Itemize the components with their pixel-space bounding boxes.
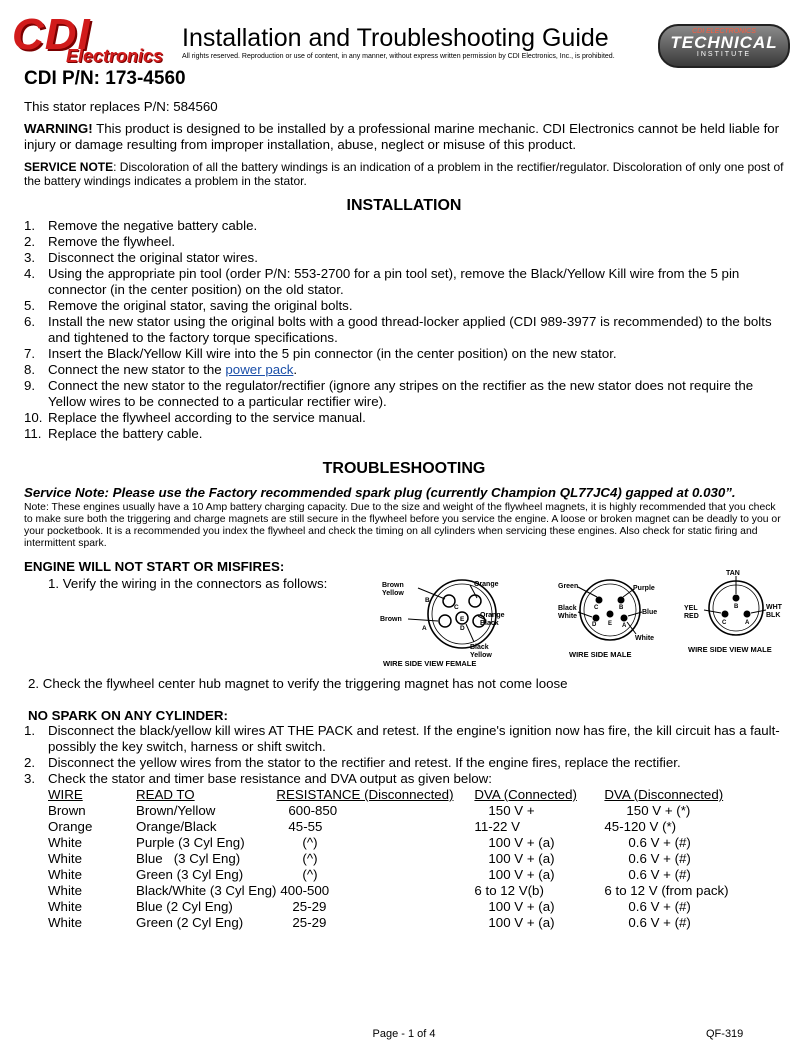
step-text: Insert the Black/Yellow Kill wire into the 5 pin connector (in the center position) on the new stator. xyxy=(48,346,617,361)
list-item xyxy=(24,362,786,378)
step-number: 2. xyxy=(24,755,36,770)
male-3pin-connector-diagram xyxy=(684,570,783,654)
male3-pin-label: A xyxy=(745,620,750,626)
table-cell: Brown/Yellow xyxy=(136,803,216,818)
table-cell: 0.6 V + (#) xyxy=(628,835,691,850)
table-cell: 150 V + (*) xyxy=(626,803,691,818)
list-item xyxy=(24,771,786,787)
table-cell: White xyxy=(48,899,82,914)
list-item xyxy=(24,266,786,298)
label-black-white-2: White xyxy=(558,613,578,620)
step-text: Remove the negative battery cable. xyxy=(48,218,258,233)
label-wht-blk-1: WHT xyxy=(766,604,782,611)
table-cell: 0.6 V + (#) xyxy=(628,899,691,914)
male-pin-label: D xyxy=(592,622,597,628)
list-item xyxy=(24,314,786,346)
connector-diagrams xyxy=(378,566,788,674)
table-cell: Orange xyxy=(48,819,93,834)
label-wht-blk-2: BLK xyxy=(766,612,781,619)
step-number: 5. xyxy=(24,298,36,313)
label-brown-yellow-1: Brown xyxy=(382,582,404,589)
step-text: Connect the new stator to the xyxy=(48,362,226,377)
label-tan: TAN xyxy=(726,570,740,577)
table-cell: Black/White (3 Cyl Eng) xyxy=(136,883,277,898)
table-cell: (^) xyxy=(302,851,318,866)
warning-text: This product is designed to be installed by a professional marine mechanic. CDI Electronics cannot be held liable for injury or damage resulting from improper installation, abuse, neglect or misuse of this product. xyxy=(24,121,780,152)
male3-caption: WIRE SIDE VIEW MALE xyxy=(688,645,772,654)
step-number: 1. xyxy=(24,723,36,738)
part-number-heading: CDI P/N: 173-4560 xyxy=(24,68,186,89)
label-brown: Brown xyxy=(380,616,402,623)
male3-pin-label: B xyxy=(734,604,739,610)
table-row xyxy=(48,915,744,931)
power-pack-link[interactable]: power pack xyxy=(225,362,294,377)
male-pin-label: C xyxy=(594,605,599,611)
no-spark-heading: NO SPARK ON ANY CYLINDER: xyxy=(28,708,228,723)
column-header: RESISTANCE (Disconnected) xyxy=(276,787,454,802)
table-cell: Brown xyxy=(48,803,86,818)
table-cell: White xyxy=(48,851,82,866)
step-number: 11. xyxy=(24,426,42,441)
step-text-end: . xyxy=(293,362,298,377)
step-text: Using the appropriate pin tool (order P/N: 553-2700 for a pin tool set), remove the Black/Yellow Kill wire from the 5 pin connector (in the center position) on the old stator. xyxy=(48,266,740,297)
female-pin-label: B xyxy=(425,597,430,604)
troubleshooting-note: Note: These engines usually have a 10 Amp battery charging capacity. Due to the size and weight of the flywheel magnets, it is highly recommended that you check to make sure both the triggering and charge magnets are still secure in the flywheel before you service the engine. A loose or broken magnet can be deadly to you or your pocketbook. It is a recommended you index the flywheel and check the timing on all cylinders when servicing these engines. Also check for static firing and intermittent spark. xyxy=(24,502,781,549)
badge-main-text: TECHNICAL xyxy=(670,33,778,52)
table-cell: Green (3 Cyl Eng) xyxy=(136,867,244,882)
label-green: Green xyxy=(558,583,579,590)
list-item xyxy=(24,755,786,771)
no-start-step-1: 1. Verify the wiring in the connectors as follows: xyxy=(48,576,328,591)
list-item xyxy=(24,410,786,426)
table-cell: 100 V + (a) xyxy=(488,915,555,930)
list-item xyxy=(24,426,786,442)
warning-paragraph xyxy=(24,121,784,153)
table-row xyxy=(48,851,744,867)
list-item xyxy=(24,218,786,234)
form-number: QF-319 xyxy=(706,1028,744,1040)
step-text: Remove the original stator, saving the original bolts. xyxy=(48,298,353,313)
male-caption: WIRE SIDE MALE xyxy=(569,650,632,659)
troubleshooting-heading: TROUBLESHOOTING xyxy=(322,460,486,477)
label-brown-yellow-2: Yellow xyxy=(382,590,404,597)
spark-plug-service-note: Service Note: Please use the Factory recommended spark plug (currently Champion QL77JC4) gapped at 0.030”. xyxy=(24,485,736,500)
label-purple: Purple xyxy=(633,585,655,592)
step-text: Check the stator and timer base resistance and DVA output as given below: xyxy=(48,771,492,786)
service-note-text: : Discoloration of all the battery windings is an indication of a problem in the rectifier/regulator. Discoloration of only one post of the battery windings indicates a problem in the stator. xyxy=(24,160,784,188)
table-row xyxy=(48,819,744,835)
column-header: WIRE xyxy=(48,787,83,802)
logo-sub-text: Electronics xyxy=(66,46,164,66)
table-cell: 25-29 xyxy=(292,915,327,930)
male-pin-label: A xyxy=(622,623,627,629)
no-spark-steps xyxy=(24,723,786,787)
table-cell: 100 V + (a) xyxy=(488,835,555,850)
list-item xyxy=(24,378,786,410)
step-number: 8. xyxy=(24,362,36,377)
label-blue: Blue xyxy=(642,609,658,616)
table-cell: 45-55 xyxy=(288,819,323,834)
step-number: 2. xyxy=(24,234,36,249)
rights-notice: All rights reserved. Reproduction or use of content, in any manner, without express written permission by CDI Electronics, Inc., is prohibited. xyxy=(182,53,615,60)
step-text: Install the new stator using the original bolts with a good thread-locker applied (CDI 989-3977 is recommended) to the bolts and tightened to the factory torque specifications. xyxy=(48,314,772,345)
female-caption: WIRE SIDE VIEW FEMALE xyxy=(383,659,477,668)
service-note-paragraph xyxy=(24,160,784,188)
no-start-heading: ENGINE WILL NOT START OR MISFIRES: xyxy=(24,559,285,574)
table-cell: (^) xyxy=(302,835,318,850)
table-cell: 0.6 V + (#) xyxy=(628,867,691,882)
list-item xyxy=(24,723,786,755)
table-cell: 150 V + xyxy=(488,803,535,818)
table-cell: 0.6 V + (#) xyxy=(628,915,691,930)
female-pin-label: A xyxy=(422,625,427,632)
step-text: Disconnect the original stator wires. xyxy=(48,250,258,265)
replaces-text: This stator replaces P/N: 584560 xyxy=(24,99,218,114)
table-cell: White xyxy=(48,883,82,898)
male-pin-label: B xyxy=(619,605,624,611)
column-header: READ TO xyxy=(136,787,195,802)
installation-heading: INSTALLATION xyxy=(346,197,462,214)
female-pin-label: D xyxy=(460,625,465,632)
table-cell: White xyxy=(48,915,82,930)
warning-label: WARNING! xyxy=(24,121,93,136)
female-pin-label: E xyxy=(460,616,465,623)
table-cell: 0.6 V + (#) xyxy=(628,851,691,866)
male3-pin-label: C xyxy=(722,620,727,626)
table-cell: Blue (3 Cyl Eng) xyxy=(136,851,241,866)
table-row xyxy=(48,867,744,883)
badge-top-text: CDI ELECTRONICS xyxy=(692,28,756,35)
label-black-yellow-1: Black xyxy=(470,644,489,651)
table-row xyxy=(48,803,744,819)
step-number: 1. xyxy=(24,218,36,233)
step-text: Disconnect the black/yellow kill wires AT THE PACK and retest. If the engine's ignition now has fire, the kill circuit has a fault-possibly the key switch, harness or shift switch. xyxy=(48,723,780,754)
table-cell: (^) xyxy=(302,867,318,882)
table-cell: Green (2 Cyl Eng) xyxy=(136,915,244,930)
table-header-row xyxy=(48,787,744,803)
no-start-step-2: 2. Check the flywheel center hub magnet to verify the triggering magnet has not come loose xyxy=(28,676,568,691)
step-number: 3. xyxy=(24,250,36,265)
label-orange-black-2: Black xyxy=(480,620,499,627)
label-yel-red-2: RED xyxy=(684,613,699,620)
step-number: 4. xyxy=(24,266,36,281)
resistance-dva-table xyxy=(48,787,744,931)
label-black-white-1: Black xyxy=(558,605,577,612)
table-row xyxy=(48,899,744,915)
step-number: 9. xyxy=(24,378,36,393)
table-cell: Blue (2 Cyl Eng) xyxy=(136,899,233,914)
page-title: Installation and Troubleshooting Guide xyxy=(182,24,609,52)
label-orange-black-1: Orange xyxy=(480,612,505,619)
step-text: Remove the flywheel. xyxy=(48,234,176,249)
table-cell: White xyxy=(48,867,82,882)
table-row xyxy=(48,835,744,851)
table-cell: 100 V + (a) xyxy=(488,899,555,914)
female-connector-diagram xyxy=(380,580,505,668)
label-white: White xyxy=(635,635,655,642)
table-cell: 45-120 V (*) xyxy=(604,819,677,834)
table-cell: 11-22 V xyxy=(474,819,520,834)
service-note-label: SERVICE NOTE xyxy=(24,160,114,174)
male-connector-diagram xyxy=(558,580,657,659)
technical-institute-badge xyxy=(658,24,790,68)
table-cell: Purple (3 Cyl Eng) xyxy=(136,835,245,850)
table-cell: 600-850 xyxy=(288,803,338,818)
cdi-electronics-logo xyxy=(10,10,170,66)
step-number: 6. xyxy=(24,314,36,329)
table-cell: 100 V + (a) xyxy=(488,867,555,882)
label-orange: Orange xyxy=(474,581,499,588)
table-cell: 100 V + (a) xyxy=(488,851,555,866)
table-cell: Orange/Black xyxy=(136,819,217,834)
list-item xyxy=(24,346,786,362)
step-text: Disconnect the yellow wires from the stator to the rectifier and retest. If the engine fires, replace the rectifier. xyxy=(48,755,681,770)
list-item xyxy=(24,250,786,266)
step-text: Replace the flywheel according to the service manual. xyxy=(48,410,366,425)
step-text: Replace the battery cable. xyxy=(48,426,203,441)
male-pin-label: E xyxy=(608,621,613,627)
installation-steps xyxy=(24,218,786,442)
label-black-yellow-2: Yellow xyxy=(470,652,492,659)
list-item xyxy=(24,234,786,250)
label-yel-red-1: YEL xyxy=(684,605,698,612)
badge-sub-text: INSTITUTE xyxy=(696,51,752,58)
step-number: 10. xyxy=(24,410,43,425)
column-header: DVA (Connected) xyxy=(474,787,577,802)
logo-main-text: CDI xyxy=(12,10,91,59)
table-row xyxy=(48,883,744,899)
page-number: Page - 1 of 4 xyxy=(372,1028,436,1040)
step-number: 3. xyxy=(24,771,36,786)
list-item xyxy=(24,298,786,314)
table-cell: White xyxy=(48,835,82,850)
column-header: DVA (Disconnected) xyxy=(604,787,724,802)
step-number: 7. xyxy=(24,346,36,361)
table-cell: 6 to 12 V(b) xyxy=(474,883,544,898)
table-cell: 25-29 xyxy=(292,899,327,914)
table-cell: 6 to 12 V (from pack) xyxy=(604,883,729,898)
female-pin-label: C xyxy=(454,604,459,611)
table-cell: 400-500 xyxy=(280,883,330,898)
step-text: Connect the new stator to the regulator/rectifier (ignore any stripes on the rectifier as the new stator does not require the Yellow wires to be connected to a particular rectifier wire). xyxy=(48,378,754,409)
